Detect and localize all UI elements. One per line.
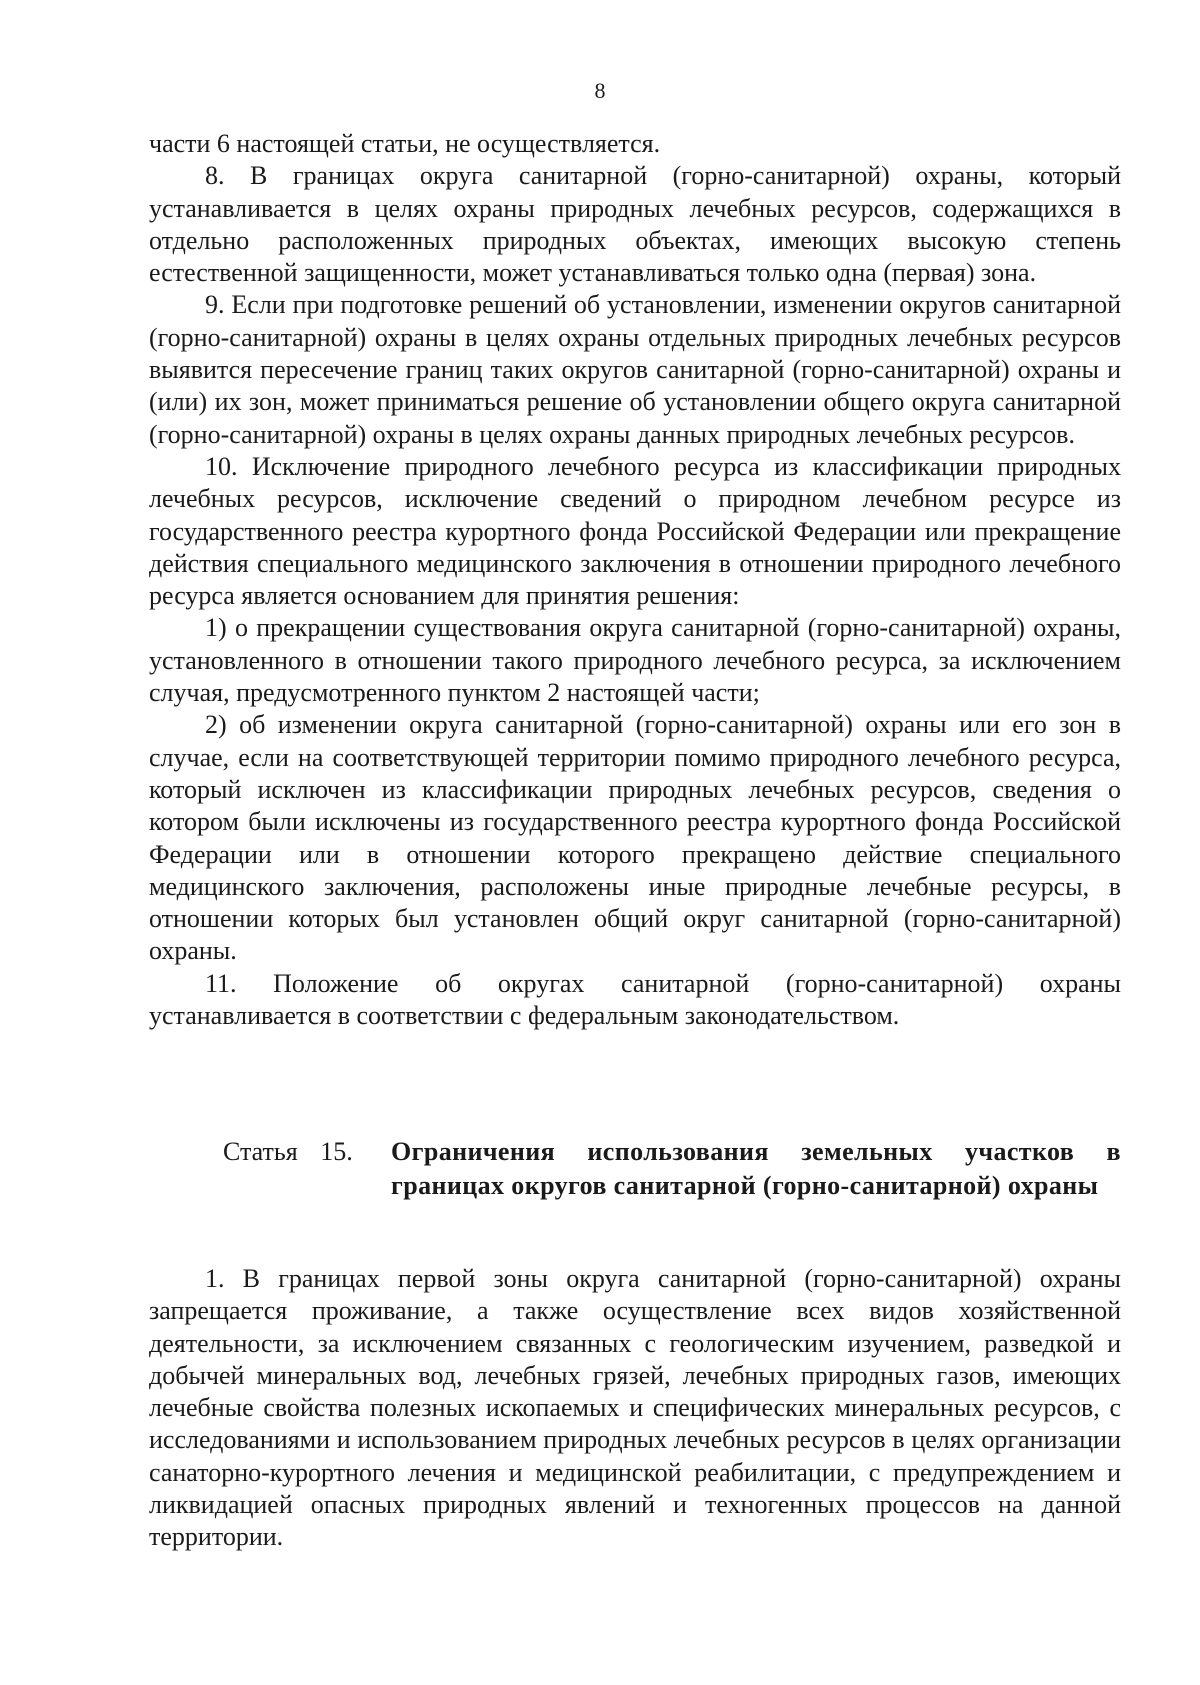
paragraph-10-item-2: 2) об изменении округа санитарной (горно-санитарной) охраны или его зон в случае, если на соответствующей территории помимо природного лечебного ресурса, который исключен из классификации природных лечебных ресурсов, сведения о котором были исключены из государственного реестра курортного фонда Российской Федерации или в отношении которого прекращено действие специального медицинского заключения, расположены иные природные лечебные ресурсы, в отношении которых был установлен общий округ санитарной (горно-санитарной) охраны.	[149, 710, 1121, 966]
paragraph-10: 10. Исключение природного лечебного ресурса из классификации природных лечебных ресурсов, исключение сведений о природном лечебном ресурсе из государственного реестра курортного фонда Российской Федерации или прекращение действия специального медицинского заключения в отношении природного лечебного ресурса является основанием для принятия решения:	[149, 451, 1121, 611]
paragraph-8: 8. В границах округа санитарной (горно-санитарной) охраны, который устанавливается в целях охраны природных лечебных ресурсов, содержащихся в отдельно расположенных природных объектах, имеющих высокую степень естественной защищенности, может устанавливаться только одна (первая) зона.	[149, 161, 1121, 288]
article-title: Ограничения использования земельных участков в границах округов санитарной (горно-санитарной) охраны	[391, 1137, 1121, 1200]
paragraph-continuation: части 6 настоящей статьи, не осуществляется.	[149, 129, 661, 158]
article-label: Статья 15.	[223, 1137, 353, 1166]
paragraph-11: 11. Положение об округах санитарной (горно-санитарной) охраны устанавливается в соответствии с федеральным законодательством.	[149, 968, 1121, 1031]
article-15-body	[149, 1263, 1121, 1554]
article-15-heading	[223, 1135, 1121, 1202]
page-number: 8	[594, 78, 606, 103]
paragraph-10-item-1: 1) о прекращении существования округа санитарной (горно-санитарной) охраны, установленного в отношении такого природного лечебного ресурса, за исключением случая, предусмотренного пунктом 2 настоящей части;	[149, 613, 1121, 708]
article-14-continuation	[149, 128, 1121, 1032]
paragraph-9: 9. Если при подготовке решений об установлении, изменении округов санитарной (горно-санитарной) охраны в целях охраны отдельных природных лечебных ресурсов выявится пересечение границ таких округов санитарной (горно-санитарной) охраны и (или) их зон, может приниматься решение об установлении общего округа санитарной (горно-санитарной) охраны в целях охраны данных природных лечебных ресурсов.	[149, 290, 1121, 449]
article-15-paragraph-1: 1. В границах первой зоны округа санитарной (горно-санитарной) охраны запрещается проживание, а также осуществление всех видов хозяйственной деятельности, за исключением связанных с геологическим изучением, разведкой и добычей минеральных вод, лечебных грязей, лечебных природных газов, имеющих лечебные свойства полезных ископаемых и специфических минеральных ресурсов, с исследованиями и использованием природных лечебных ресурсов в целях организации санаторно-курортного лечения и медицинской реабилитации, с предупреждением и ликвидацией опасных природных явлений и техногенных процессов на данной территории.	[149, 1264, 1121, 1552]
